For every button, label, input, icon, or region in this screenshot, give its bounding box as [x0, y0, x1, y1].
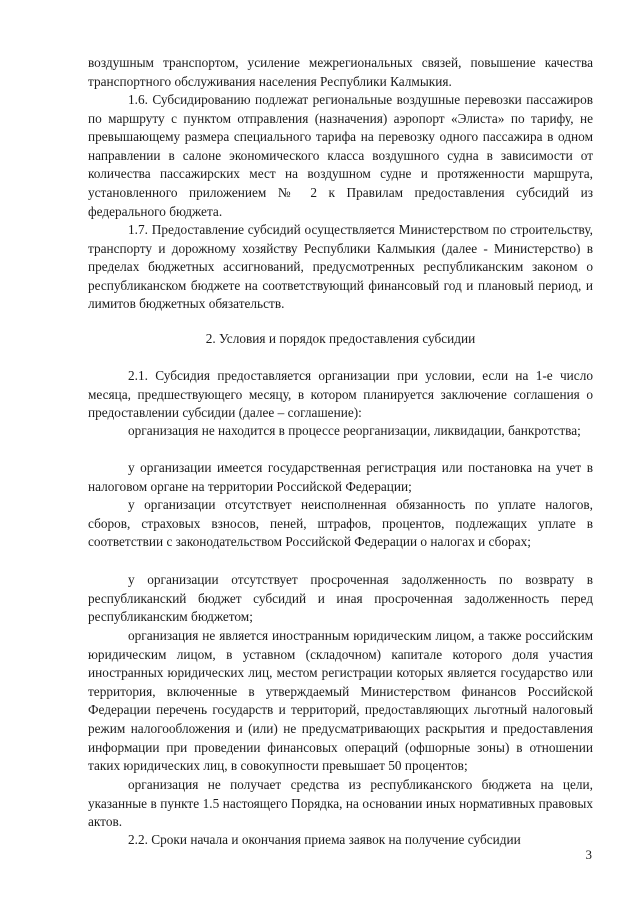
paragraph-continuation: воздушным транспортом, усиление межрегиональных связей, повышение качества транспортного обслуживания населения Республики Калмыкия.: [88, 55, 593, 89]
page-number: 3: [585, 847, 592, 862]
condition-reorganization: организация не находится в процессе реорганизации, ликвидации, банкротства;: [128, 423, 581, 438]
condition-other-funds: организация не получает средства из республиканского бюджета на цели, указанные в пункте 1.5 настоящего Порядка, на основании иных нормативных правовых актов.: [88, 777, 593, 830]
paragraph-1-7: 1.7. Предоставление субсидий осуществляется Министерством по строительству, транспорту и дорожному хозяйству Республики Калмыкия (далее - Министерство) в пределах бюджетных ассигнований, предусмотренных республиканским законом о республиканском бюджете на соответствующий финансовый год и плановый период, и лимитов бюджетных обязательств.: [88, 222, 593, 312]
paragraph-2-1: 2.1. Субсидия предоставляется организации при условии, если на 1-е число месяца, предшествующего месяцу, в котором планируется заключение соглашения о предоставлении субсидии (далее – соглашение):: [88, 368, 593, 421]
condition-registration: у организации имеется государственная регистрация или постановка на учет в налоговом органе на территории Российской Федерации;: [88, 460, 593, 494]
section-title: 2. Условия и порядок предоставления субсидии: [205, 331, 476, 346]
condition-foreign-entity: организация не является иностранным юридическим лицом, а также российским юридическим лицом, в уставном (складочном) капитале которого доля участия иностранных юридических лиц, местом регистрации которых является государство или территория, включенные в утверждаемый Министерством финансов Российской Федерации перечень государств и территорий, предоставляющих льготный налоговый режим налогообложения и (или) не предусматривающих раскрытия и предоставления информации при проведении финансовых операций (офшорные зоны) в отношении таких юридических лиц, в совокупности превышает 50 процентов;: [88, 628, 593, 774]
condition-tax-obligations: у организации отсутствует неисполненная обязанность по уплате налогов, сборов, страховых взносов, пеней, штрафов, процентов, подлежащих уплате в соответствии с законодательством Российской Федерации о налогах и сборах;: [88, 497, 593, 550]
paragraph-1-6: 1.6. Субсидированию подлежат региональные воздушные перевозки пассажиров по маршруту с пунктом отправления (назначения) аэропорт «Элиста» по тарифу, не превышающему размера специального тарифа на перевозку одного пассажира в одном направлении в салоне экономического класса воздушного судна в зависимости от количества пассажирских мест на воздушном судне и протяженности маршрута, установленного приложением № 2 к Правилам предоставления субсидий из федерального бюджета.: [88, 92, 593, 219]
condition-overdue-debt: у организации отсутствует просроченная задолженность по возврату в республиканский бюджет субсидий и иная просроченная задолженность перед республиканским бюджетом;: [88, 572, 593, 625]
paragraph-2-2: 2.2. Сроки начала и окончания приема заявок на получение субсидии: [128, 832, 521, 847]
